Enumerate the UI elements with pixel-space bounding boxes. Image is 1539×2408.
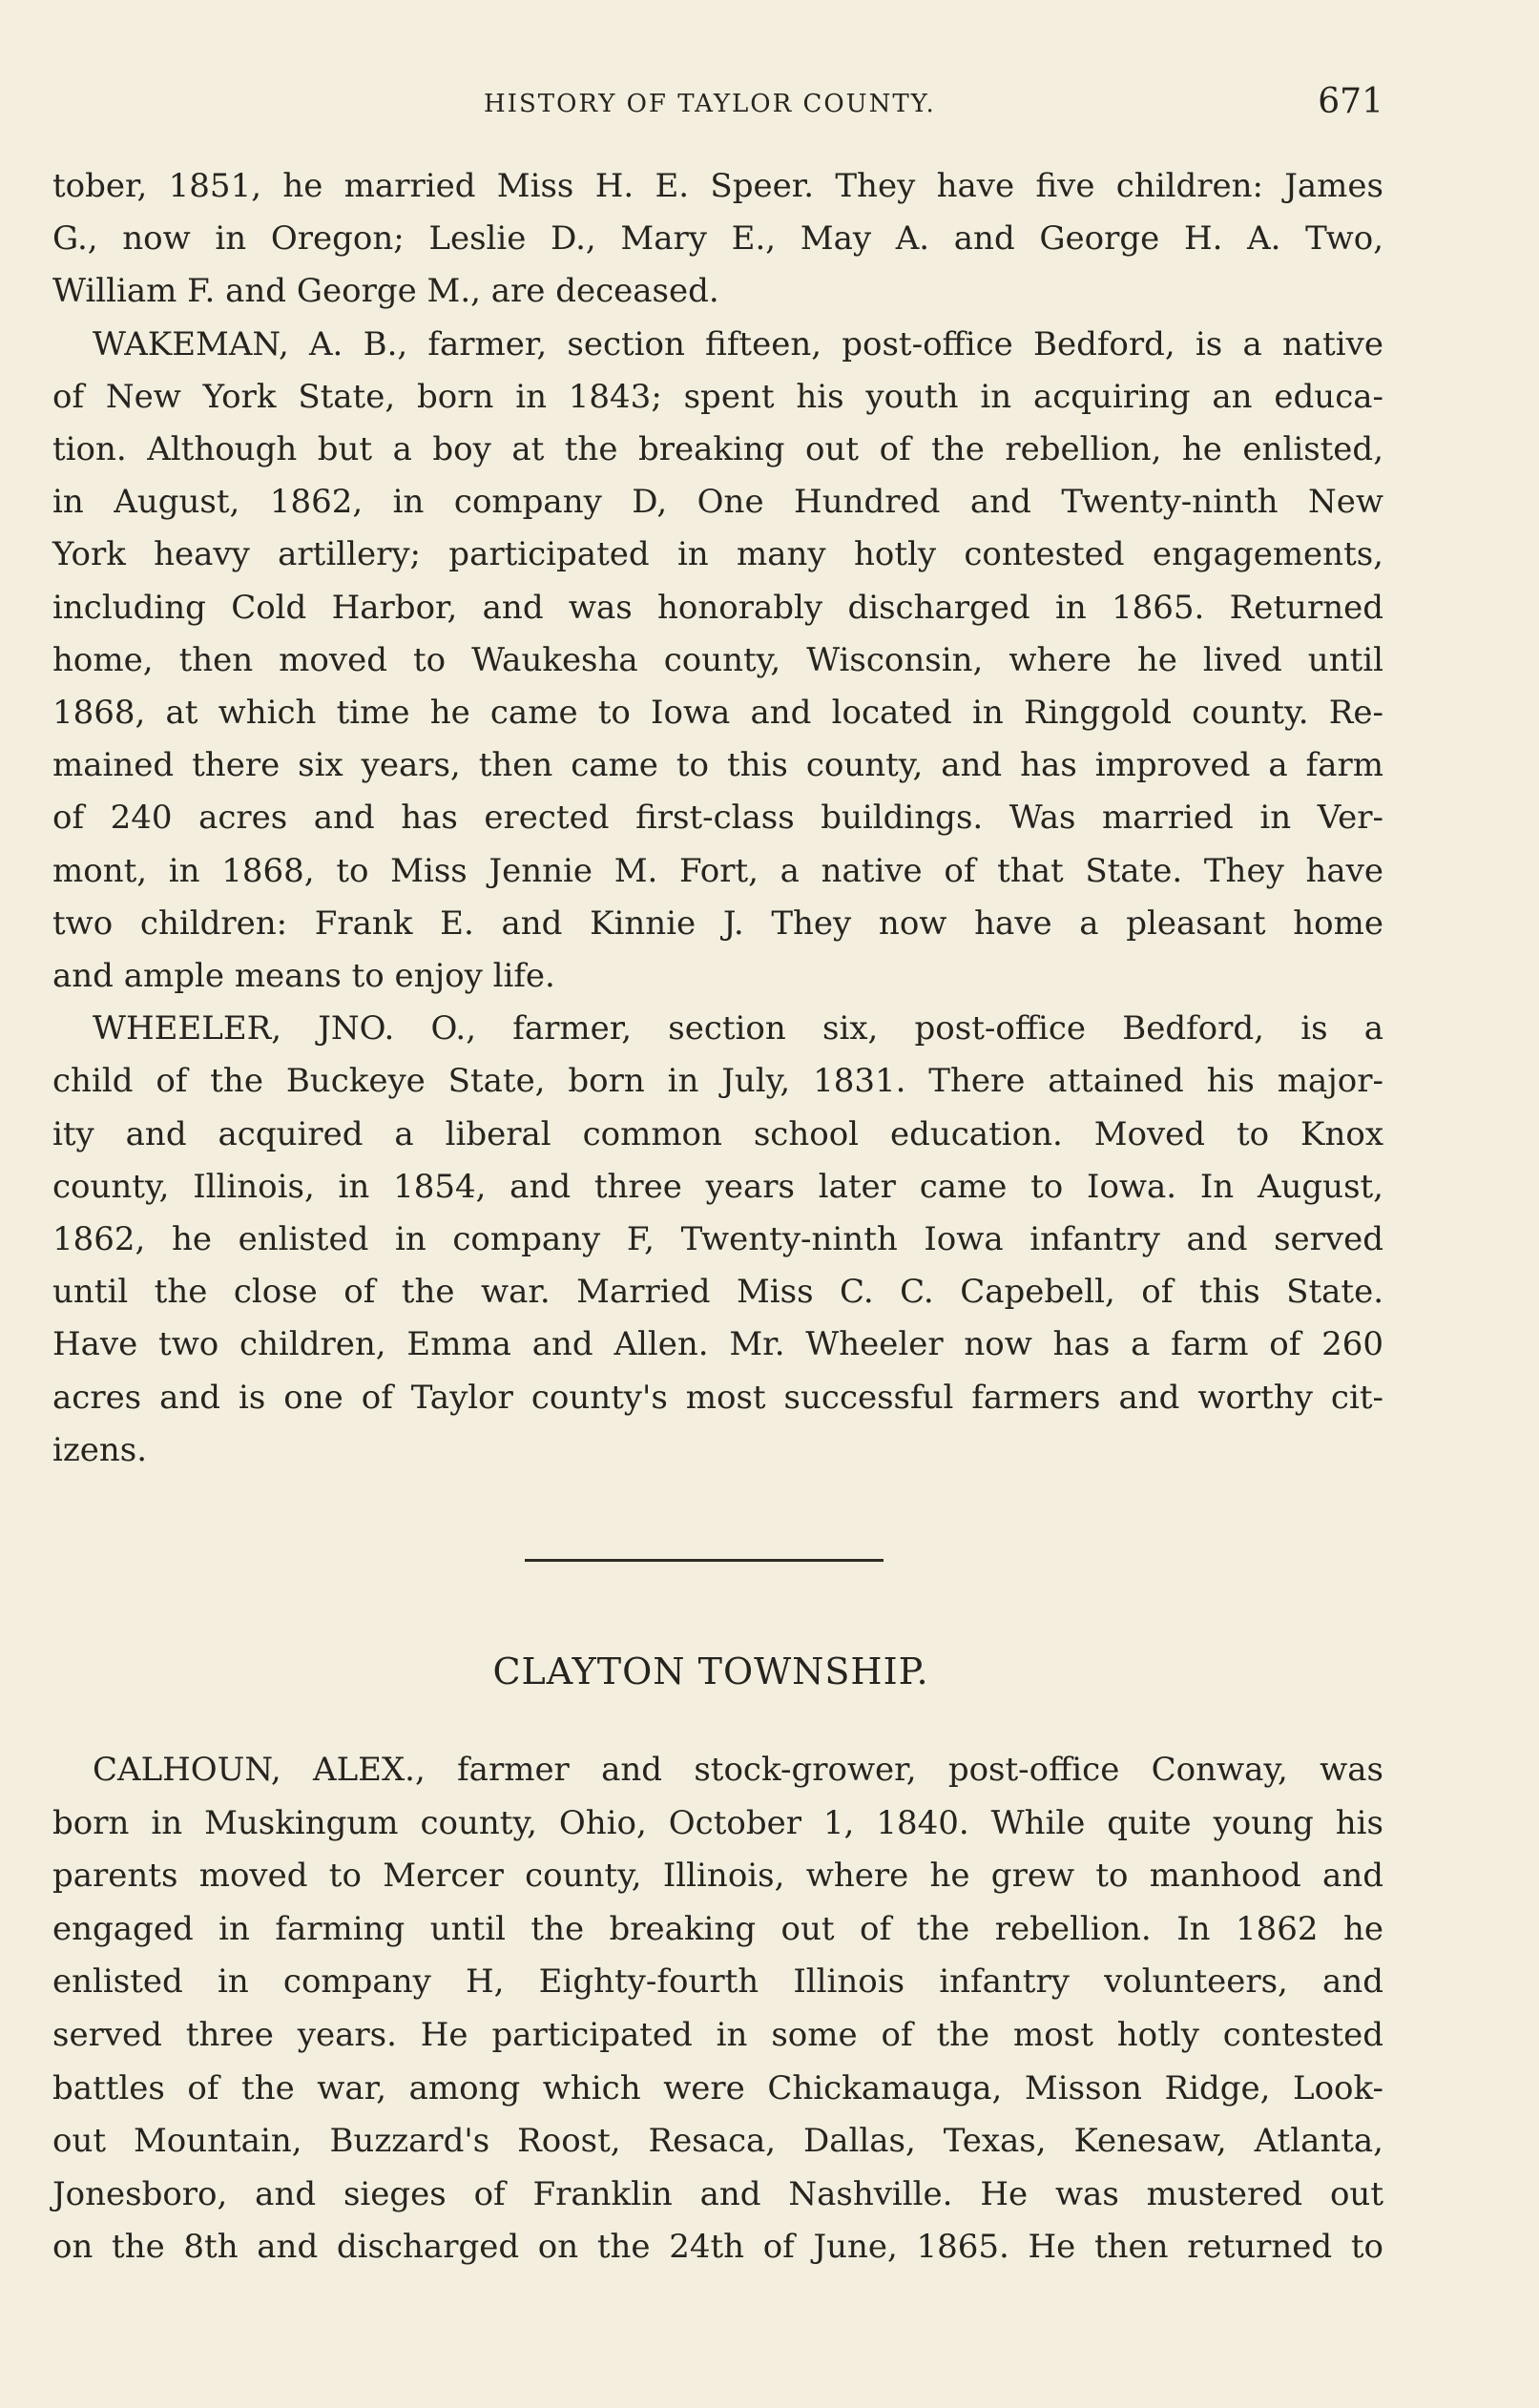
text-line: 1868, at which time he came to Iowa and located in Ringgold county. Re- [52, 694, 1383, 732]
text-line: 1862, he enlisted in company F, Twenty-ninth Iowa infantry and served [52, 1220, 1383, 1258]
page-number: 671 [1318, 82, 1383, 121]
text-line: county, Illinois, in 1854, and three years later came to Iowa. In August, [52, 1167, 1383, 1206]
text-line: York heavy artillery; participated in many hotly contested engagements, [52, 535, 1383, 574]
text-line: until the close of the war. Married Miss C. C. Capebell, of this State. [52, 1273, 1383, 1312]
text-line: tion. Although but a boy at the breaking out of the rebellion, he enlisted, [52, 430, 1383, 468]
text-line: CALHOUN, ALEX., farmer and stock-grower, post-office Conway, was [93, 1751, 1383, 1789]
text-line: of 240 acres and has erected first-class buildings. Was married in Ver- [52, 799, 1383, 838]
text-line: and ample means to enjoy life. [52, 957, 555, 995]
text-line: William F. and George M., are deceased. [52, 272, 719, 311]
text-line: of New York State, born in 1843; spent his youth in acquiring an educa- [52, 377, 1383, 416]
text-line: engaged in farming until the breaking out of the rebellion. In 1862 he [52, 1909, 1383, 1948]
text-line: home, then moved to Waukesha county, Wisconsin, where he lived until [52, 640, 1383, 679]
text-line: mained there six years, then came to this county, and has improved a farm [52, 746, 1383, 785]
text-line: acres and is one of Taylor county's most successful farmers and worthy cit- [52, 1378, 1383, 1417]
text-line: tober, 1851, he married Miss H. E. Speer. They have five children: James [52, 167, 1383, 205]
text-line: in August, 1862, in company D, One Hundred and Twenty-ninth New [52, 483, 1383, 522]
text-line: WHEELER, JNO. O., farmer, section six, post-office Bedford, is a [93, 1009, 1383, 1048]
text-line: battles of the war, among which were Chickamauga, Misson Ridge, Look- [52, 2068, 1383, 2107]
text-line: Jonesboro, and sieges of Franklin and Nashville. He was mustered out [52, 2174, 1383, 2213]
text-line: ity and acquired a liberal common school education. Moved to Knox [52, 1114, 1383, 1153]
running-title: HISTORY OF TAYLOR COUNTY. [484, 90, 936, 118]
text-line: out Mountain, Buzzard's Roost, Resaca, Dallas, Texas, Kenesaw, Atlanta, [52, 2122, 1383, 2161]
text-line: enlisted in company H, Eighty-fourth Illinois infantry volunteers, and [52, 1962, 1383, 2002]
text-line: including Cold Harbor, and was honorably discharged in 1865. Returned [52, 588, 1383, 627]
section-heading: CLAYTON TOWNSHIP. [492, 1650, 929, 1692]
text-line: child of the Buckeye State, born in July, 1831. There attained his major- [52, 1062, 1383, 1101]
text-line: izens. [52, 1430, 148, 1469]
text-line: two children: Frank E. and Kinnie J. They now have a pleasant home [52, 903, 1383, 943]
page-header [52, 82, 1383, 130]
text-line: parents moved to Mercer county, Illinois, where he grew to manhood and [52, 1857, 1383, 1896]
text-line: born in Muskingum county, Ohio, October 1, 1840. While quite young his [52, 1803, 1383, 1842]
text-line: G., now in Oregon; Leslie D., Mary E., May A. and George H. A. Two, [52, 219, 1383, 259]
section-divider [525, 1559, 884, 1562]
text-line: WAKEMAN, A. B., farmer, section fifteen, post-office Bedford, is a native [93, 324, 1383, 363]
text-line: mont, in 1868, to Miss Jennie M. Fort, a native of that State. They have [52, 851, 1383, 890]
text-line: served three years. He participated in some of the most hotly contested [52, 2016, 1383, 2054]
text-line: on the 8th and discharged on the 24th of June, 1865. He then returned to [52, 2228, 1383, 2267]
text-line: Have two children, Emma and Allen. Mr. Wheeler now has a farm of 260 [52, 1325, 1383, 1364]
